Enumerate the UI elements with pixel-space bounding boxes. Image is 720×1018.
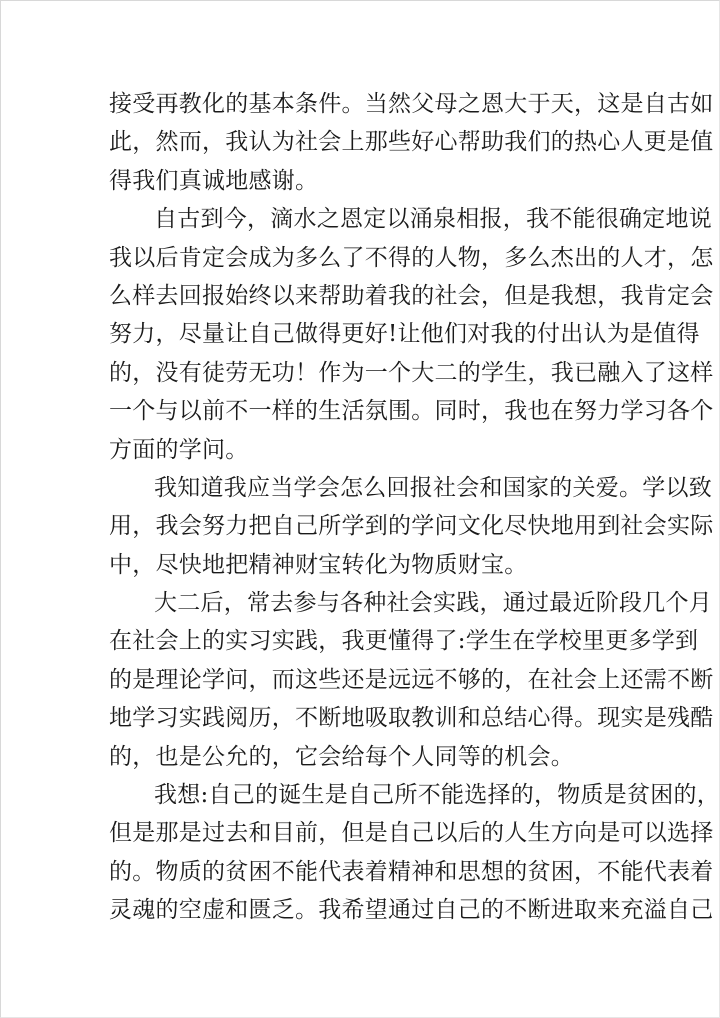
paragraph-start-line: 我想:自己的诞生是自己所不能选择的，物质是贫困的， — [154, 782, 720, 809]
text-line: 地学习实践阅历，不断地吸取教训和总结心得。现实是残酷 — [109, 705, 714, 732]
text-line: 得我们真诚地感谢。 — [109, 167, 319, 194]
text-line: 但是那是过去和目前，但是自己以后的人生方向是可以选择 — [109, 820, 714, 847]
document-body — [109, 85, 720, 930]
text-line: 在社会上的实习实践，我更懂得了:学生在学校里更多学到 — [109, 628, 699, 655]
text-line: 的是理论学问，而这些还是远远不够的，在社会上还需不断 — [109, 666, 714, 693]
text-line: 么样去回报始终以来帮助着我的社会，但是我想，我肯定会 — [109, 282, 714, 309]
text-line: 努力，尽量让自己做得更好!让他们对我的付出认为是值得 — [109, 321, 700, 348]
text-line: 的，也是公允的，它会给每个人同等的机会。 — [109, 743, 574, 770]
text-line: 用，我会努力把自己所学到的学问文化尽快地用到社会实际 — [109, 513, 714, 540]
paragraph-start-line: 我知道我应当学会怎么回报社会和国家的关爱。学以致 — [154, 474, 712, 501]
paragraph-start-line: 大二后，常去参与各种社会实践，通过最近阶段几个月 — [154, 590, 712, 617]
text-line: 中，尽快地把精神财宝转化为物质财宝。 — [109, 551, 528, 578]
text-line: 方面的学问。 — [109, 436, 249, 463]
text-line: 此，然而，我认为社会上那些好心帮助我们的热心人更是值 — [109, 129, 714, 156]
text-line: 一个与以前不一样的生活氛围。同时，我也在努力学习各个 — [109, 398, 714, 425]
paragraph-start-line: 自古到今，滴水之恩定以涌泉相报，我不能很确定地说 — [154, 206, 712, 233]
text-line: 灵魂的空虚和匮乏。我希望通过自己的不断进取来充溢自己 — [109, 897, 714, 924]
text-line: 接受再教化的基本条件。当然父母之恩大于天，这是自古如 — [109, 91, 714, 117]
text-line: 我以后肯定会成为多么了不得的人物，多么杰出的人才，怎 — [109, 244, 714, 271]
text-line: 的，没有徒劳无功！作为一个大二的学生，我已融入了这样 — [109, 359, 714, 386]
text-line: 的。物质的贫困不能代表着精神和思想的贫困，不能代表着 — [109, 858, 714, 885]
